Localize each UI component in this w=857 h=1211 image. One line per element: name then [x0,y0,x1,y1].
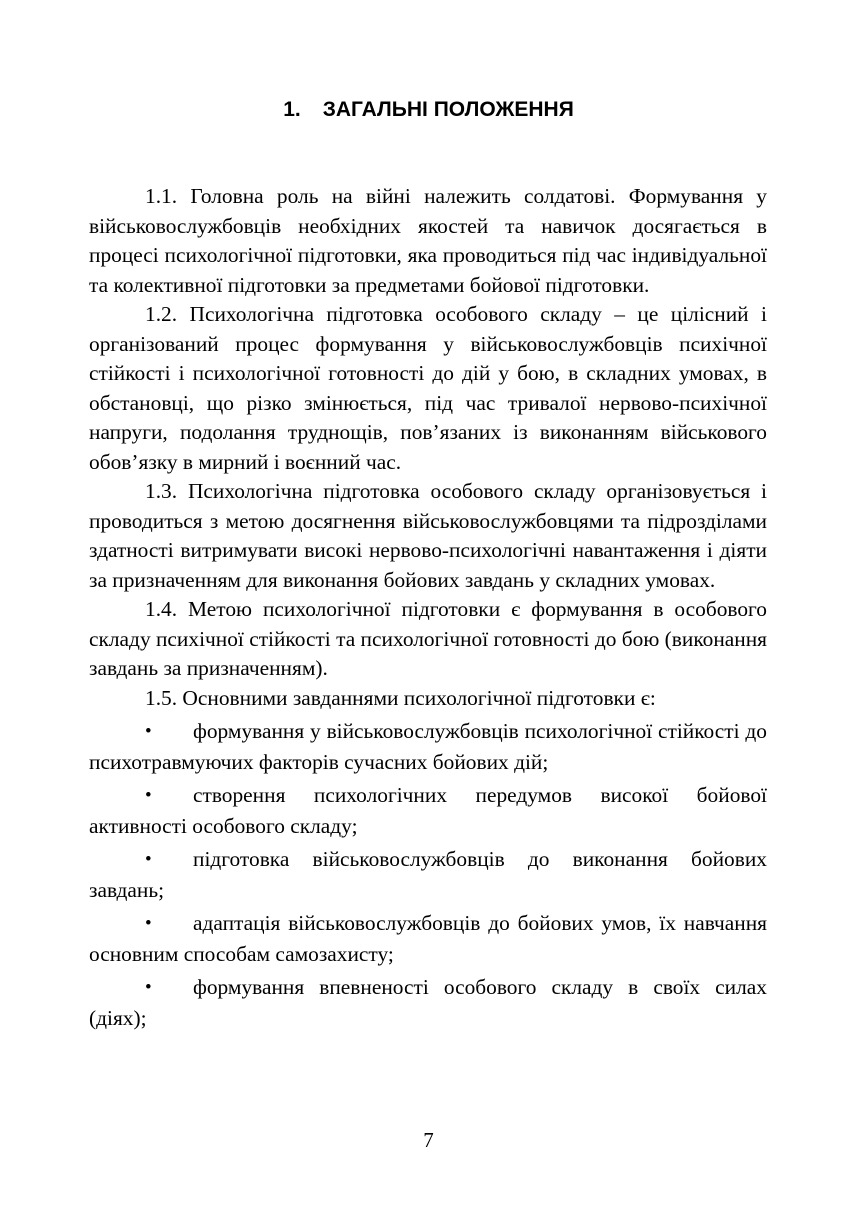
section-title: ЗАГАЛЬНІ ПОЛОЖЕННЯ [322,98,574,121]
bullet-icon: • [145,913,152,934]
bullet-item [89,716,767,777]
bullet-item [89,844,767,905]
section-number: 1. [283,98,301,121]
page-number: 7 [423,1128,434,1152]
bullet-icon: • [145,785,152,806]
paragraph-1-3: 1.3. Психологічна підготовка особового складу організовується і проводиться з метою досягнення військовослужбовцями та підрозділами здатності витримувати високі нервово-психологічні навантаження і діяти за призначенням для виконання бойових завдань у складних умовах. [89,479,767,592]
bullet-icon: • [145,977,152,998]
bullet-item [89,908,767,969]
bullet-item [89,780,767,841]
bullet-item [89,972,767,1033]
paragraph-1-4: 1.4. Метою психологічної підготовки є формування в особового складу психічної стійкості та психологічної готовності до бою (виконання завдань за призначенням). [89,597,768,680]
document-body [89,182,767,1033]
bullet-icon: • [145,849,152,870]
paragraph-1-5: 1.5. Основними завданнями психологічної підготовки є: [145,685,656,710]
bullet-icon: • [145,721,152,742]
section-heading [0,96,857,124]
bullet-text: формування у військовослужбовців психологічної стійкості до психотравмуючих факторів сучасних бойових дій; [89,719,767,774]
paragraph-1-2: 1.2. Психологічна підготовка особового складу – це цілісний і організований процес формування у військовослужбовців психічної стійкості і психологічної готовності до дій у бою, в складних умовах, в обстановці, що різко змінюється, під час тривалої нервово-психічної напруги, подолання труднощів, пов’язаних із виконанням військового обов’язку в мирний і воєнний час. [89,302,767,474]
bullet-text: підготовка військовослужбовців до виконання бойових завдань; [89,847,767,902]
bullet-text: створення психологічних передумов високої бойової активності особового складу; [89,783,767,838]
bullet-text: адаптація військовослужбовців до бойових умов, їх навчання основним способам самозахисту; [89,911,767,966]
paragraph-1-1: 1.1. Головна роль на війні належить солдатові. Формування у військовослужбовців необхідних якостей та навичок досягається в процесі психологічної підготовки, яка проводиться під час індивідуальної та колективної підготовки за предметами бойової підготовки. [89,184,767,297]
bullet-text: формування впевненості особового складу в своїх силах (діях); [89,975,767,1030]
